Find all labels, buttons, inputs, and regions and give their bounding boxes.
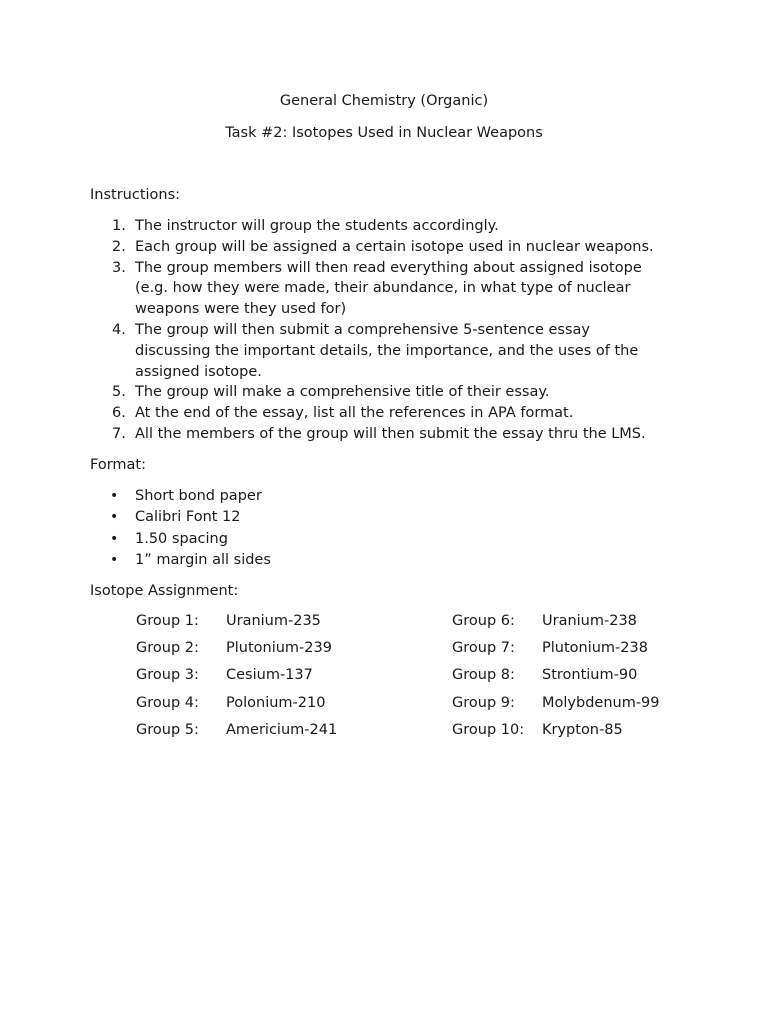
item-number: 2. bbox=[112, 238, 126, 255]
item-number: 3. bbox=[112, 259, 126, 276]
group-row bbox=[452, 611, 660, 638]
list-item bbox=[90, 529, 271, 550]
instructions-list bbox=[90, 216, 690, 445]
list-item bbox=[90, 507, 271, 528]
group-row bbox=[136, 638, 337, 665]
isotope-name: Krypton-85 bbox=[542, 721, 623, 738]
group-row bbox=[452, 693, 660, 720]
isotope-name: Uranium-238 bbox=[542, 613, 637, 629]
instructions-label: Instructions: bbox=[90, 187, 181, 203]
list-item bbox=[90, 320, 690, 382]
group-label: Group 4: bbox=[136, 694, 199, 711]
group-label: Group 9: bbox=[452, 694, 515, 711]
item-number: 5. bbox=[112, 384, 126, 401]
item-number: 1. bbox=[112, 218, 126, 234]
item-text: The group members will then read everything about assigned isotope (e.g. how they were made, their abundance, in what type of nuclear weapons were they used for) bbox=[135, 259, 642, 318]
group-row bbox=[452, 638, 660, 665]
format-list bbox=[90, 486, 271, 571]
item-number: 4. bbox=[112, 321, 126, 338]
format-label: Format: bbox=[90, 457, 146, 473]
list-item bbox=[90, 424, 690, 445]
isotope-name: Plutonium-239 bbox=[226, 640, 332, 657]
group-label: Group 1: bbox=[136, 613, 199, 629]
group-row bbox=[136, 720, 337, 747]
isotope-name: Strontium-90 bbox=[542, 667, 638, 684]
course-title: General Chemistry (Organic) bbox=[279, 93, 489, 109]
item-text: At the end of the essay, list all the references in APA format. bbox=[135, 405, 574, 422]
item-text: 1” margin all sides bbox=[135, 551, 271, 568]
list-item bbox=[90, 382, 690, 403]
group-row bbox=[136, 693, 337, 720]
isotope-assignment-label: Isotope Assignment: bbox=[90, 583, 239, 599]
bullet-icon: • bbox=[110, 530, 119, 547]
list-item bbox=[90, 403, 690, 424]
item-text: Calibri Font 12 bbox=[135, 509, 241, 526]
item-number: 7. bbox=[112, 425, 126, 442]
isotope-name: Cesium-137 bbox=[226, 667, 313, 684]
bullet-icon: • bbox=[110, 551, 119, 568]
list-item bbox=[90, 237, 690, 258]
item-text: 1.50 spacing bbox=[135, 530, 228, 547]
bullet-icon: • bbox=[110, 488, 119, 504]
bullet-icon: • bbox=[110, 509, 119, 526]
group-label: Group 8: bbox=[452, 667, 515, 684]
group-column-right bbox=[452, 611, 660, 747]
item-text: The group will then submit a comprehensive 5-sentence essay discussing the important details, the importance, and the uses of the assigned isotope. bbox=[135, 321, 639, 380]
item-number: 6. bbox=[112, 405, 126, 422]
isotope-name: Plutonium-238 bbox=[542, 640, 648, 657]
group-row bbox=[452, 720, 660, 747]
task-title: Task #2: Isotopes Used in Nuclear Weapons bbox=[225, 125, 543, 141]
group-row bbox=[136, 665, 337, 692]
item-text: The instructor will group the students accordingly. bbox=[135, 218, 499, 234]
group-label: Group 5: bbox=[136, 721, 199, 738]
list-item bbox=[90, 216, 690, 237]
isotope-name: Americium-241 bbox=[226, 721, 338, 738]
item-text: Each group will be assigned a certain isotope used in nuclear weapons. bbox=[135, 238, 654, 255]
group-label: Group 7: bbox=[452, 640, 515, 657]
isotope-name: Molybdenum-99 bbox=[542, 694, 660, 711]
group-label: Group 10: bbox=[452, 721, 525, 738]
group-column-left bbox=[136, 611, 337, 747]
item-text: All the members of the group will then submit the essay thru the LMS. bbox=[135, 425, 646, 442]
group-row bbox=[452, 665, 660, 692]
group-label: Group 3: bbox=[136, 667, 199, 684]
item-text: The group will make a comprehensive title of their essay. bbox=[135, 384, 550, 401]
list-item bbox=[90, 486, 271, 507]
list-item bbox=[90, 258, 690, 320]
list-item bbox=[90, 550, 271, 571]
isotope-name: Polonium-210 bbox=[226, 694, 326, 711]
group-label: Group 6: bbox=[452, 613, 515, 629]
group-label: Group 2: bbox=[136, 640, 199, 657]
group-row bbox=[136, 611, 337, 638]
isotope-name: Uranium-235 bbox=[226, 613, 321, 629]
item-text: Short bond paper bbox=[135, 488, 262, 504]
